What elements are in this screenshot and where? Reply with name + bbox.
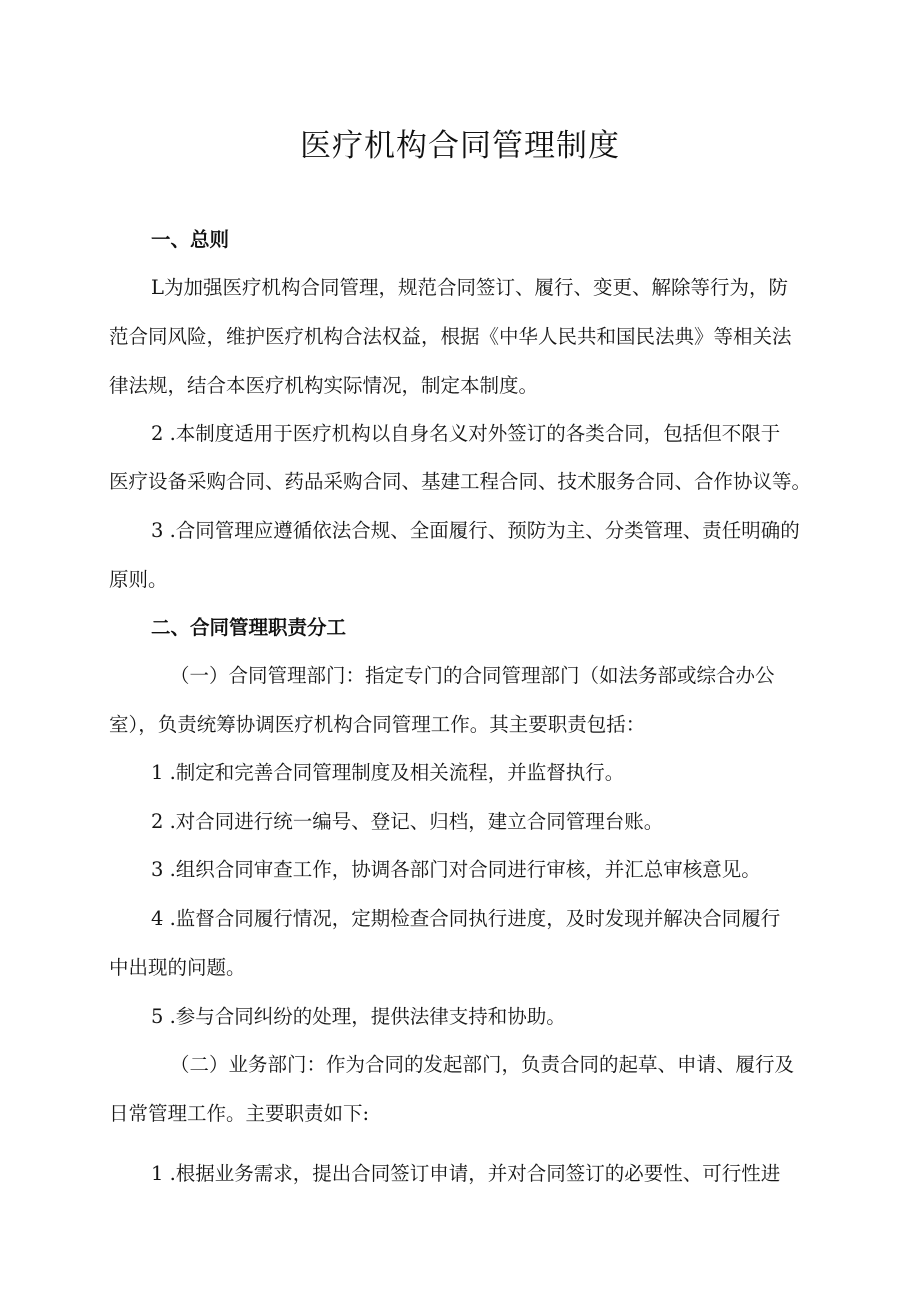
paragraph-line: 范合同风险，维护医疗机构合法权益，根据《中华人民共和国民法典》等相关法 — [109, 325, 792, 348]
list-item: 1 .根据业务需求，提出合同签订申请，并对合同签订的必要性、可行性进 — [151, 1162, 781, 1185]
list-item: 3 .组织合同审查工作，协调各部门对合同进行审核，并汇总审核意见。 — [151, 858, 761, 881]
paragraph-line: 律法规，结合本医疗机构实际情况，制定本制度。 — [109, 374, 539, 397]
paragraph-line: L为加强医疗机构合同管理，规范合同签订、履行、变更、解除等行为，防 — [151, 276, 788, 299]
paragraph-line: 室），负责统筹协调医疗机构合同管理工作。其主要职责包括： — [109, 713, 646, 736]
section-heading-general: 一、总则 — [151, 228, 230, 251]
paragraph-line: 原则。 — [109, 568, 168, 591]
list-item: 1 .制定和完善合同管理制度及相关流程，并监督执行。 — [151, 761, 625, 784]
list-item: 2 .对合同进行统一编号、登记、归档，建立合同管理台账。 — [151, 810, 664, 833]
paragraph-line: 3 .合同管理应遵循依法合规、全面履行、预防为主、分类管理、责任明确的 — [151, 519, 800, 542]
list-item: 4 .监督合同履行情况，定期检查合同执行进度，及时发现并解决合同履行 — [151, 907, 781, 930]
paragraph-line: （一）合同管理部门：指定专门的合同管理部门（如法务部或综合办公 — [170, 664, 775, 687]
list-item: 中出现的问题。 — [109, 956, 246, 979]
section-heading-duties: 二、合同管理职责分工 — [151, 616, 347, 639]
document-title: 医疗机构合同管理制度 — [300, 128, 620, 164]
list-item: 5 .参与合同纠纷的处理，提供法律支持和协助。 — [151, 1005, 566, 1028]
paragraph-line: 日常管理工作。主要职责如下: — [109, 1102, 370, 1125]
paragraph-line: （二）业务部门：作为合同的发起部门，负责合同的起草、申请、履行及 — [170, 1053, 795, 1076]
paragraph-line: 医疗设备采购合同、药品采购合同、基建工程合同、技术服务合同、合作协议等。 — [109, 470, 812, 493]
paragraph-line: 2 .本制度适用于医疗机构以自身名义对外签订的各类合同，包括但不限于 — [151, 422, 781, 445]
